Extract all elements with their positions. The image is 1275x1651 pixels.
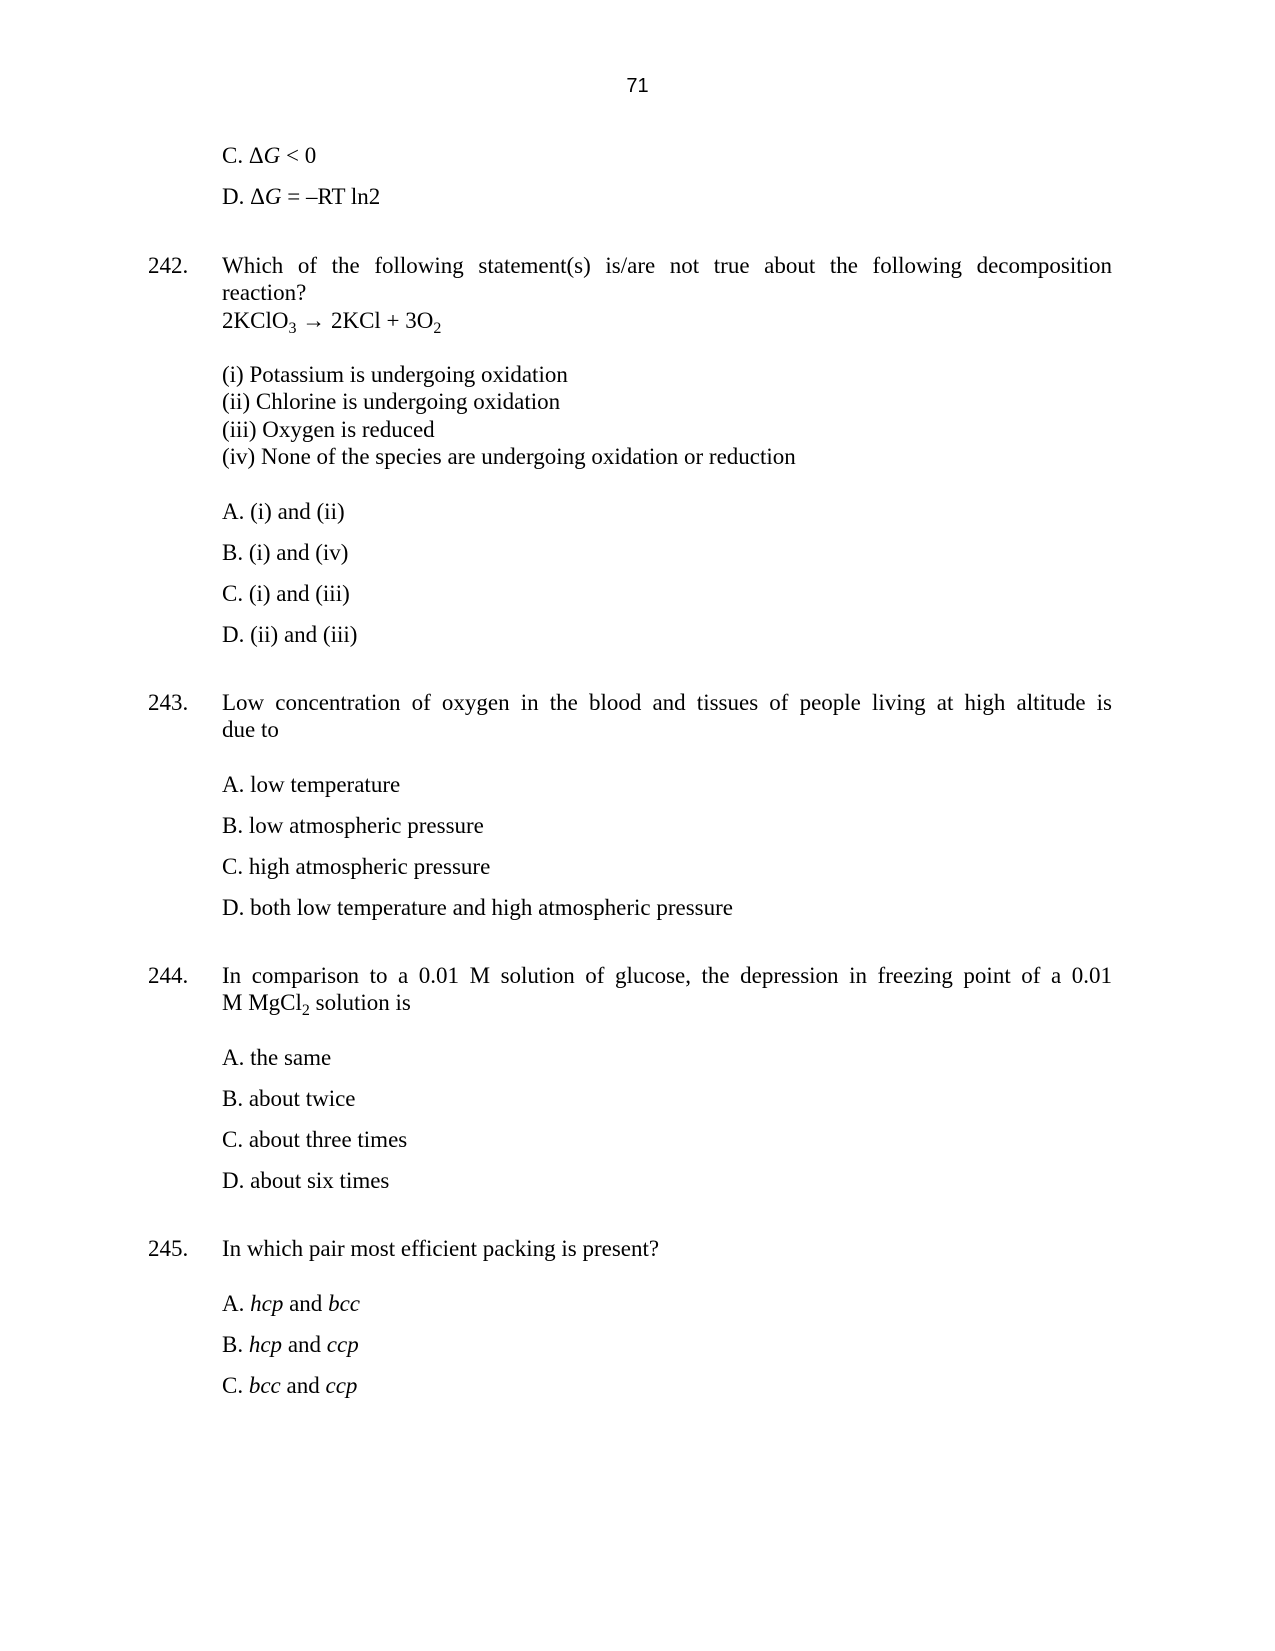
statement-item: (iv) None of the species are undergoing oxidation or reduction	[222, 444, 796, 469]
question-text-line: M MgCl$_2$ solution is	[222, 990, 411, 1019]
question-text-line: Low concentration of oxygen in the blood and tissues of people living at high altitude is	[222, 690, 1112, 715]
option-c: C. high atmospheric pressure	[222, 854, 491, 879]
question-text-line: Which of the following statement(s) is/are not true about the following decomposition	[222, 253, 1112, 278]
question-number: 243.	[148, 690, 189, 715]
question-number: 242.	[148, 253, 189, 278]
question-text-line: In which pair most efficient packing is present?	[222, 1236, 660, 1261]
option-d: D. about six times	[222, 1168, 390, 1193]
statement-item: (ii) Chlorine is undergoing oxidation	[222, 389, 561, 414]
option-b: B. low atmospheric pressure	[222, 813, 484, 838]
option-d: D. (ii) and (iii)	[222, 622, 358, 647]
question-text-line: due to	[222, 717, 279, 742]
question-text-line: In comparison to a 0.01 M solution of glucose, the depression in freezing point of a 0.01	[222, 963, 1112, 988]
chemical-equation: 2KClO$_3$ → $2KCl + 3O_2$	[222, 308, 442, 337]
question-text-line: reaction?	[222, 280, 307, 305]
option-d: D. both low temperature and high atmospheric pressure	[222, 895, 733, 920]
option-b: B. hcp and ccp	[222, 1332, 359, 1357]
statement-item: (iii) Oxygen is reduced	[222, 417, 435, 442]
option-a: A. low temperature	[222, 772, 401, 797]
option-b: B. about twice	[222, 1086, 356, 1111]
option-c: C. bcc and ccp	[222, 1373, 358, 1398]
option-c: C. about three times	[222, 1127, 408, 1152]
option-c-prev: C. ΔG < 0	[222, 143, 317, 168]
question-number: 244.	[148, 963, 189, 988]
option-c: C. (i) and (iii)	[222, 581, 350, 606]
option-b: B. (i) and (iv)	[222, 540, 349, 565]
page-number: 71	[626, 75, 649, 97]
option-a: A. (i) and (ii)	[222, 499, 345, 524]
option-a: A. the same	[222, 1045, 332, 1070]
option-a: A. hcp and bcc	[222, 1291, 360, 1316]
option-d-prev: D. ΔG = –RT ln2	[222, 184, 381, 209]
statement-item: (i) Potassium is undergoing oxidation	[222, 362, 568, 387]
question-number: 245.	[148, 1236, 189, 1261]
